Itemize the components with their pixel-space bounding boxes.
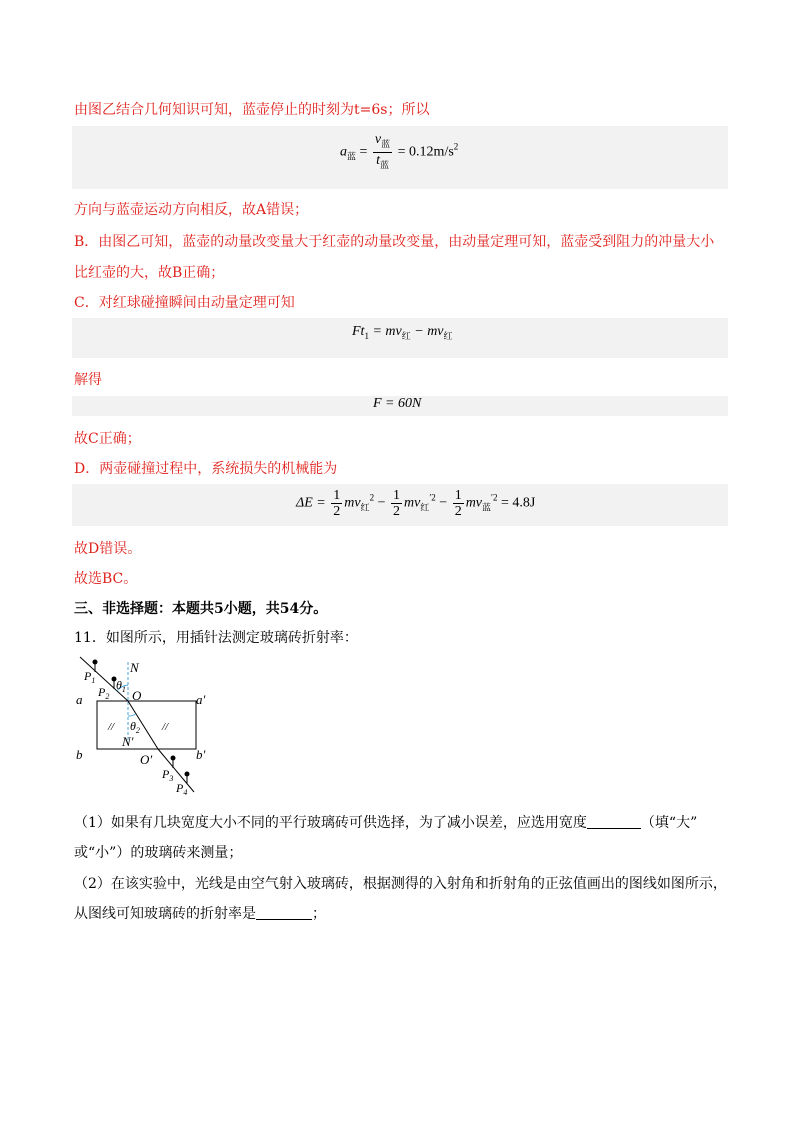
label-b: b (76, 747, 83, 762)
label-o-prime: O′ (140, 752, 153, 767)
para-answer: 故选BC。 (74, 571, 138, 587)
equation-force: F = 60N (373, 396, 422, 411)
label-a: a (76, 692, 83, 707)
equation-energy: ΔE = $\frac{1}{2}$ $mv_红^2$ − $\frac{1}{2}$ $mv_红^{'2}$ − $\frac{1}{2}$ $mv_蓝^{'2} = 4.8J$ (296, 488, 536, 519)
section-heading: 三、非选择题：本题共5小题，共54分。 (74, 601, 328, 617)
answer-blank-1[interactable] (587, 814, 641, 829)
question-11-part1-line2: 或“小”）的玻璃砖来测量； (74, 845, 243, 861)
question-11-part2-line1: （2）在该实验中，光线是由空气射入玻璃砖，根据测得的入射角和折射角的正弦值画出的图线如图所示， (74, 876, 727, 892)
label-p4: $P_4$ (176, 781, 188, 797)
equation-acceleration: $a_蓝$ = $\frac{v_蓝}{t_蓝}$ = $0.12m/s^2$ (340, 132, 459, 170)
label-p3: $P_3$ (162, 767, 174, 783)
question-11-part2-line2: 从图线可知玻璃砖的折射率是 ； (74, 906, 326, 922)
para-c-correct: 故C正确； (74, 431, 141, 447)
hatch-right: // (162, 721, 169, 733)
equation-momentum: $Ft_1 = mv_红 - mv_红$ (352, 324, 453, 341)
label-b-prime: b′ (196, 747, 206, 762)
question-11-part1-line1: （1）如果有几块宽度大小不同的平行玻璃砖可供选择，为了减小误差，应选用宽度 （填“大” (74, 815, 698, 831)
para-b-line1: B．由图乙可知，蓝壶的动量改变量大于红壶的动量改变量，由动量定理可知，蓝壶受到阻力的冲量大小 (74, 234, 715, 250)
label-theta1: $\theta_1$ (116, 678, 126, 694)
hatch-left: // (108, 721, 115, 733)
label-a-prime: a′ (196, 692, 206, 707)
para-d-wrong: 故D错误。 (74, 541, 142, 557)
label-p2: $P_2$ (98, 685, 110, 701)
refraction-figure (70, 652, 210, 802)
para-time: 由图乙结合几何知识可知，蓝壶停止的时刻为t=6s；所以 (74, 102, 430, 118)
label-n: N (130, 660, 139, 675)
label-o: O (132, 688, 142, 703)
answer-blank-2[interactable] (256, 905, 312, 920)
para-d: D．两壶碰撞过程中，系统损失的机械能为 (74, 461, 338, 477)
label-p1: $P_1$ (84, 669, 96, 685)
label-theta2: $\theta_2$ (130, 719, 140, 735)
para-solve: 解得 (74, 372, 102, 388)
para-c: C．对红球碰撞瞬间由动量定理可知 (74, 295, 295, 311)
para-a-wrong: 方向与蓝壶运动方向相反，故A错误； (74, 202, 309, 218)
para-b-line2: 比红壶的大，故B正确； (74, 265, 225, 281)
label-n-prime: N′ (122, 734, 134, 749)
question-11-stem: 11．如图所示，用插针法测定玻璃砖折射率： (74, 630, 358, 646)
angle-arc-2 (128, 714, 136, 716)
